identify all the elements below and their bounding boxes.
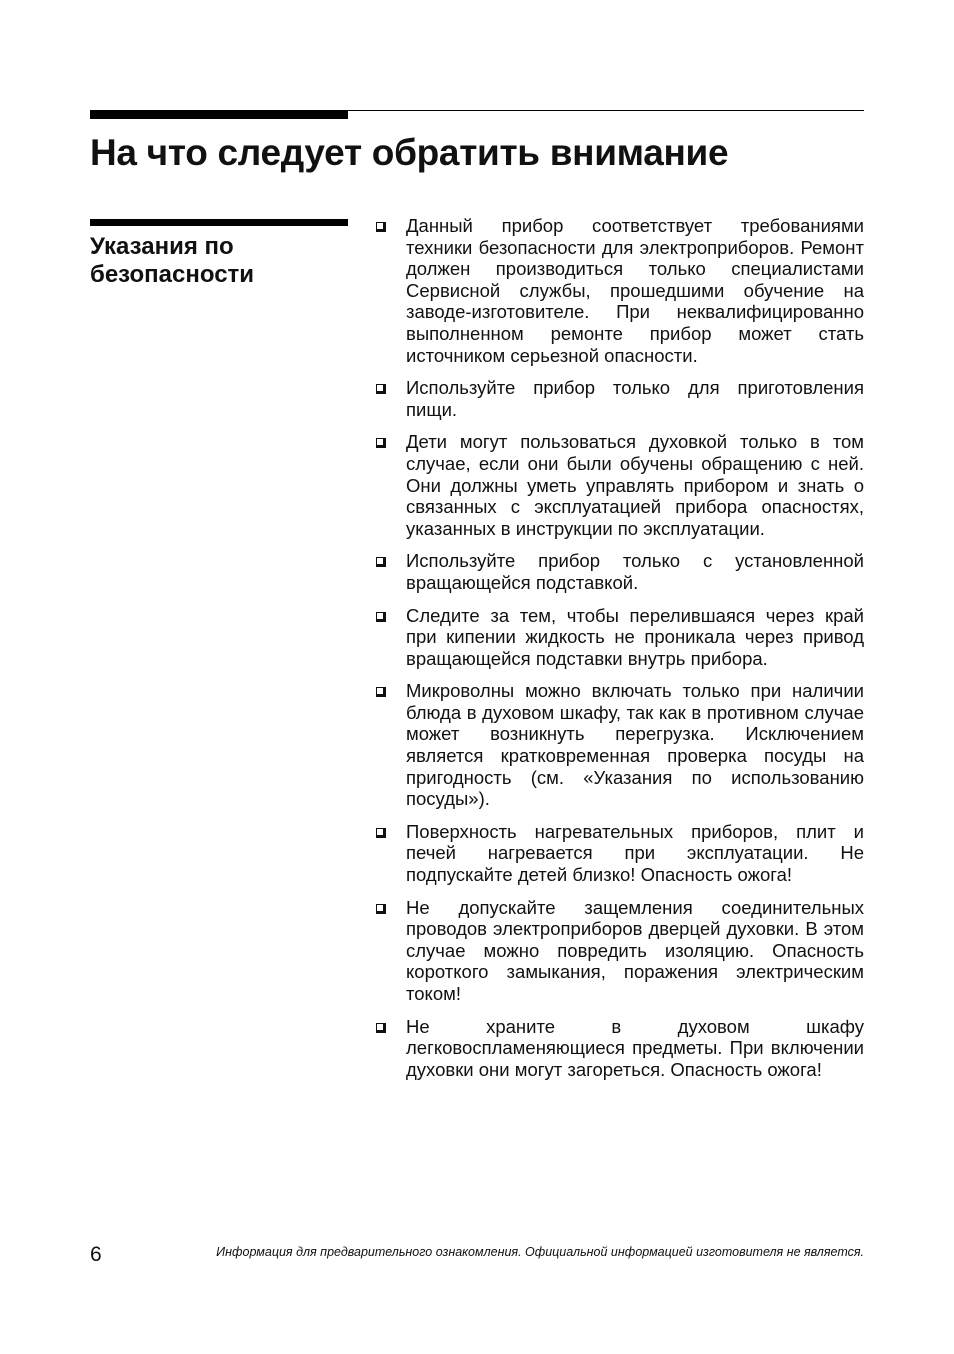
title-rule-thick xyxy=(90,110,348,119)
checkbox-bullet-icon xyxy=(376,904,386,914)
section-heading: Указания по безопасности xyxy=(90,233,255,288)
list-item-text: Не храните в духовом шкафу легковоспламеняющиеся предметы. При включении духовки они могут загореться. Опасность ожога! xyxy=(406,1015,864,1080)
list-item xyxy=(372,215,864,366)
list-item-text: Поверхность нагревательных приборов, плит и печей нагревается при эксплуатации. Не подпускайте детей близко! Опасность ожога! xyxy=(406,820,864,886)
list-item xyxy=(372,550,864,593)
list-item xyxy=(372,377,864,420)
checkbox-bullet-icon xyxy=(376,222,386,232)
list-item-text: Следите за тем, чтобы перелившаяся через край при кипении жидкость не проникала через привод вращающейся подставки внутрь прибора. xyxy=(406,604,864,669)
list-item-text: Используйте прибор только с установленной вращающейся подставкой. xyxy=(406,550,864,593)
checkbox-bullet-icon xyxy=(376,438,386,448)
title-rule-thin xyxy=(348,110,864,111)
page-number: 6 xyxy=(90,1243,102,1266)
section-rule xyxy=(90,219,348,226)
checkbox-bullet-icon xyxy=(376,384,386,394)
checkbox-bullet-icon xyxy=(376,557,386,567)
safety-instructions-list xyxy=(372,215,864,1091)
list-item-text: Микроволны можно включать только при наличии блюда в духовом шкафу, так как в противном случае может возникнуть перегрузка. Исключением является кратковременная проверка посуды на пригодность (см. «Указания по использованию посуды»). xyxy=(406,680,864,810)
checkbox-bullet-icon xyxy=(376,687,386,697)
list-item-text: Данный прибор соответствует требованиями техники безопасности для электроприборов. Ремонт должен производиться только специалистами Сервисной службы, прошедшими обучение на заводе-изготовителе. При неквалифицированно выполненном ремонте прибор может стать источником серьезной опасности. xyxy=(406,215,864,366)
list-item xyxy=(372,431,864,539)
list-item xyxy=(372,821,864,886)
list-item xyxy=(372,1016,864,1081)
list-item-text: Не допускайте защемления соединительных проводов электроприборов дверцей духовки. В этом случае можно повредить изоляцию. Опасность короткого замыкания, поражения электрическим током! xyxy=(406,896,864,1004)
footer-note: Информация для предварительного ознакомления. Официальной информацией изготовителя не является. xyxy=(216,1245,864,1259)
list-item-text: Дети могут пользоваться духовкой только в том случае, если они были обучены обращению с ней. Они должны уметь управлять прибором и знать о связанных с эксплуатацией прибора опасностях, указанных в инструкции по эксплуатации. xyxy=(406,431,864,539)
list-item-text: Используйте прибор только для приготовления пищи. xyxy=(406,377,864,420)
list-item xyxy=(372,897,864,1005)
list-item xyxy=(372,680,864,810)
checkbox-bullet-icon xyxy=(376,828,386,838)
checkbox-bullet-icon xyxy=(376,1023,386,1033)
checkbox-bullet-icon xyxy=(376,612,386,622)
page-title: На что следует обратить внимание xyxy=(90,132,729,173)
list-item xyxy=(372,605,864,670)
